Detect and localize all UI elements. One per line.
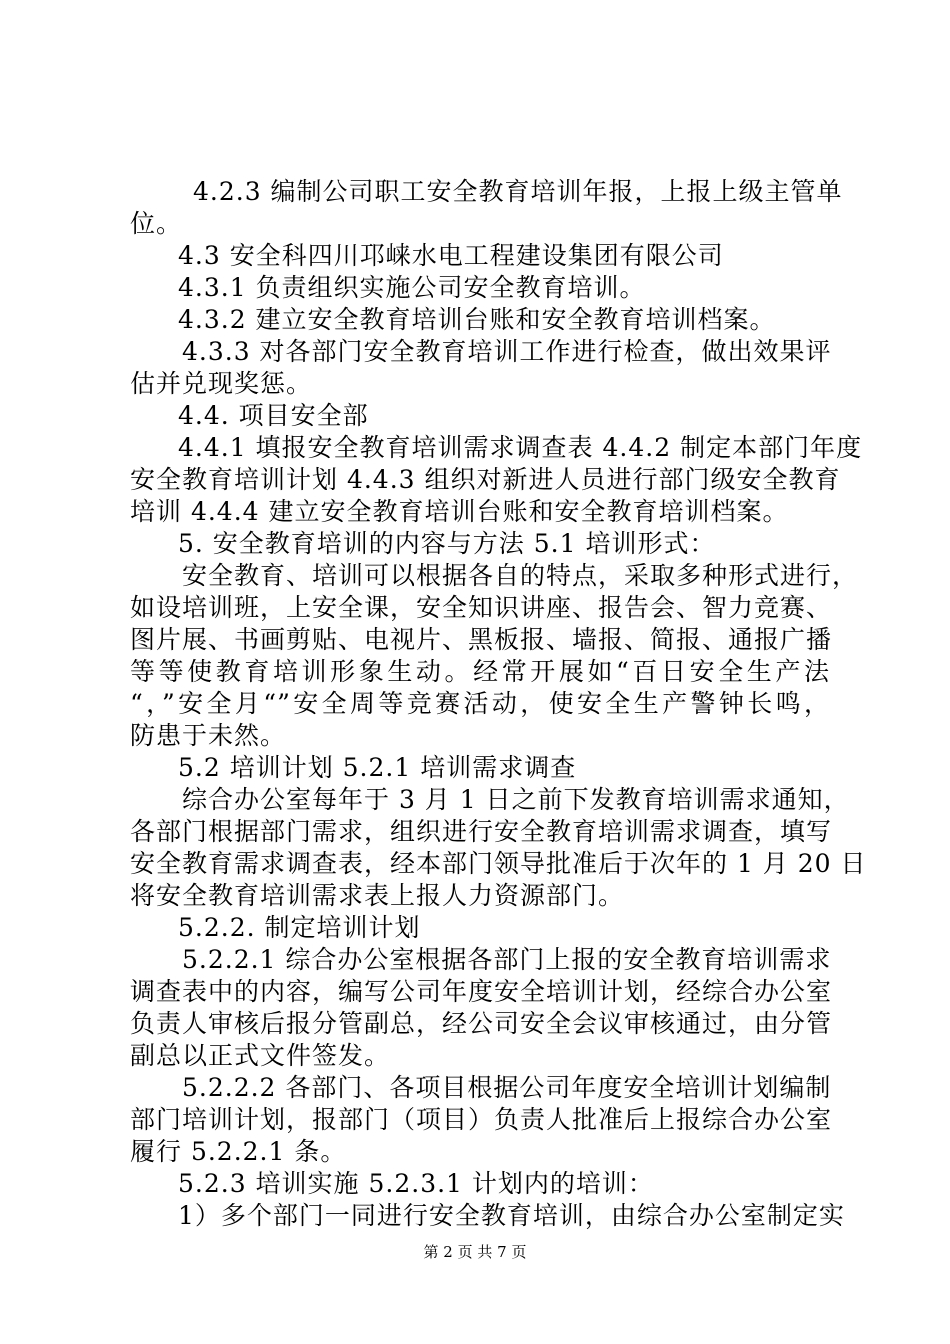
- text-line: 副总以正式文件签发。: [130, 1041, 391, 1070]
- text-line: 负责人审核后报分管副总，经公司安全会议审核通过，由分管: [130, 1009, 833, 1038]
- text-line: 1）多个部门一同进行安全教育培训，由综合办公室制定实: [178, 1201, 845, 1230]
- text-line: 5.2 培训计划 5.2.1 培训需求调查: [178, 753, 577, 782]
- text-line: 估并兑现奖惩。: [130, 369, 313, 398]
- text-line: 4.3.3 对各部门安全教育培训工作进行检查，做出效果评: [182, 337, 832, 366]
- text-line: 4.3 安全科四川邛崃水电工程建设集团有限公司: [178, 241, 724, 270]
- text-line: 部门培训计划，报部门（项目）负责人批准后上报综合办公室: [130, 1105, 833, 1134]
- page-number-footer: 第 2 页 共 7 页: [423, 1243, 527, 1261]
- text-line: 图片展、书画剪贴、电视片、黑板报、墙报、简报、通报广播: [130, 625, 833, 654]
- text-line: 5.2.3 培训实施 5.2.3.1 计划内的培训：: [178, 1169, 654, 1198]
- text-line: 履行 5.2.2.1 条。: [130, 1137, 347, 1166]
- text-line: 5.2.2. 制定培训计划: [178, 913, 421, 942]
- text-line: 4.3.2 建立安全教育培训台账和安全教育培训档案。: [178, 305, 776, 334]
- text-line: 将安全教育培训需求表上报人力资源部门。: [130, 881, 625, 910]
- text-line: 等等使教育培训形象生动。经常开展如“百日安全生产法: [130, 657, 830, 686]
- text-line: 各部门根据部门需求，组织进行安全教育培训需求调查，填写: [130, 817, 833, 846]
- text-line: 安全教育需求调查表，经本部门领导批准后于次年的 1 月 20 日: [130, 849, 867, 878]
- text-line: 安全教育、培训可以根据各自的特点，采取多种形式进行，: [182, 561, 859, 590]
- text-line: 4.2.3 编制公司职工安全教育培训年报，上报上级主管单: [193, 177, 843, 206]
- text-line: 5.2.2.1 综合办公室根据各部门上报的安全教育培训需求: [182, 945, 832, 974]
- text-line: 5.2.2.2 各部门、各项目根据公司年度安全培训计划编制: [182, 1073, 832, 1102]
- text-line: 防患于未然。: [130, 721, 287, 750]
- text-line: 综合办公室每年于 3 月 1 日之前下发教育培训需求通知，: [182, 785, 850, 814]
- text-line: “，”安全月“”安全周等竞赛活动，使安全生产警钟长鸣，: [130, 689, 830, 718]
- text-line: 如设培训班，上安全课，安全知识讲座、报告会、智力竞赛、: [130, 593, 833, 622]
- text-line: 5. 安全教育培训的内容与方法 5.1 培训形式：: [178, 529, 716, 558]
- text-line: 4.3.1 负责组织实施公司安全教育培训。: [178, 273, 646, 302]
- text-line: 4.4. 项目安全部: [178, 401, 369, 430]
- text-line: 培训 4.4.4 建立安全教育培训台账和安全教育培训档案。: [130, 497, 789, 526]
- text-line: 调查表中的内容，编写公司年度安全培训计划，经综合办公室: [130, 977, 833, 1006]
- text-line: 安全教育培训计划 4.4.3 组织对新进人员进行部门级安全教育: [130, 465, 841, 494]
- text-line: 4.4.1 填报安全教育培训需求调查表 4.4.2 制定本部门年度: [178, 433, 863, 462]
- text-line: 位。: [130, 209, 183, 238]
